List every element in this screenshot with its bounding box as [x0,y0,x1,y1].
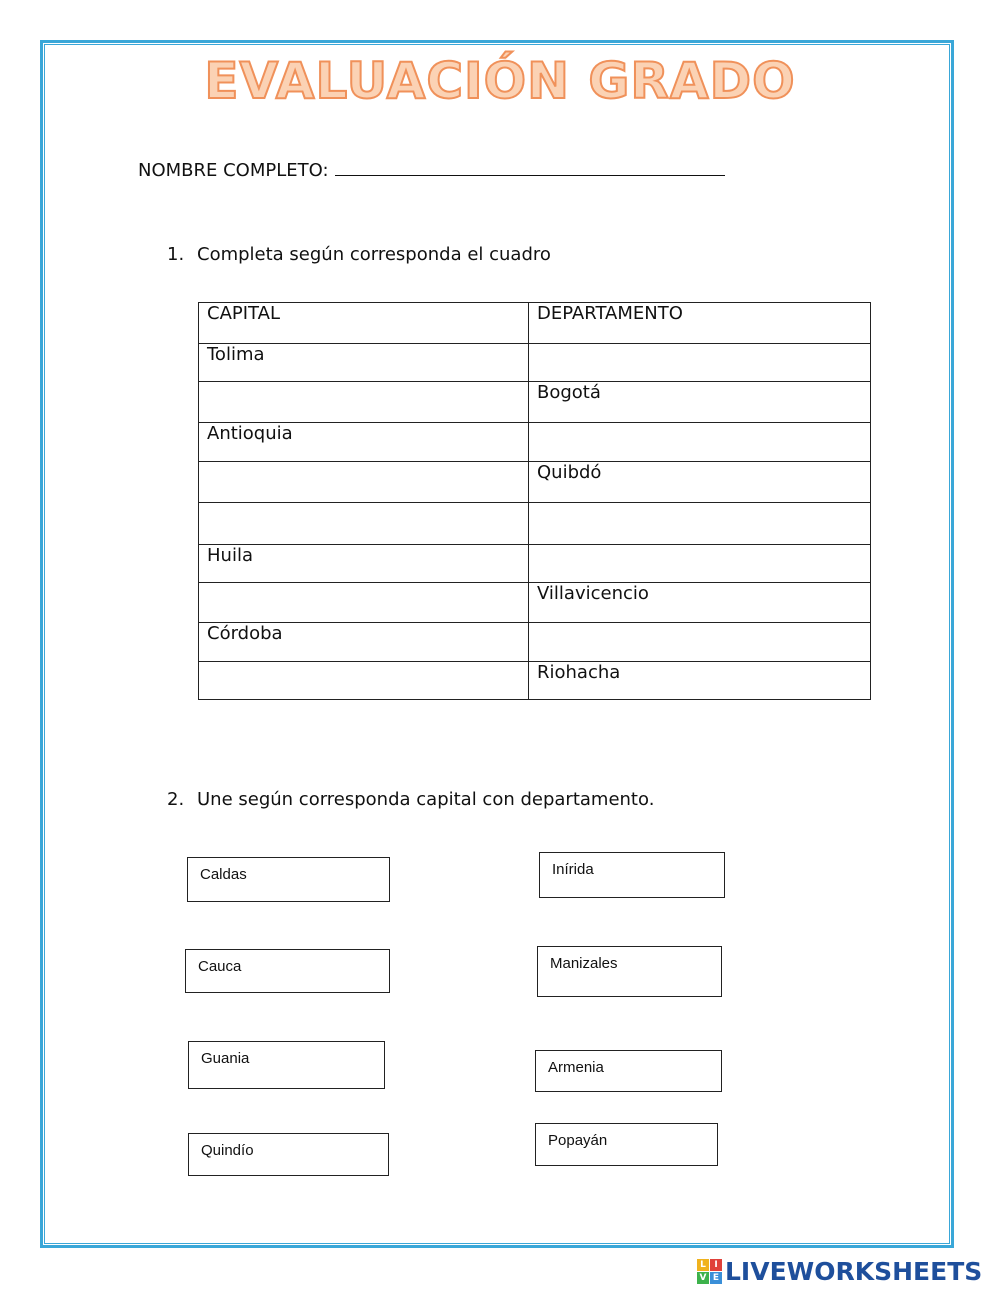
question-1-text: Completa según corresponda el cuadro [197,244,551,265]
question-2-text: Une según corresponda capital con departamento. [197,789,655,810]
worksheet-title: EVALUACIÓN GRADO [204,52,796,110]
table-row [199,623,871,662]
table-cell[interactable] [199,382,529,423]
name-label: NOMBRE COMPLETO: [138,160,329,181]
header-capital: CAPITAL [199,303,529,344]
table-row [199,423,871,462]
logo-text: LIVEWORKSHEETS [725,1256,983,1286]
table-cell[interactable] [199,662,529,700]
logo-mark-icon: L I V E [697,1259,722,1284]
name-input-line[interactable] [335,161,725,176]
question-1 [167,244,551,265]
match-box-right[interactable]: Inírida [539,852,725,898]
liveworksheets-logo [697,1257,982,1285]
table-cell[interactable]: Tolima [199,344,529,382]
table-row [199,545,871,583]
table-cell[interactable]: Bogotá [529,382,871,423]
table-cell[interactable] [529,623,871,662]
match-box-left[interactable]: Caldas [187,857,390,902]
table-cell[interactable]: Huila [199,545,529,583]
table-row [199,344,871,382]
table-cell[interactable] [529,545,871,583]
table-cell[interactable]: Quibdó [529,462,871,503]
question-2-number: 2. [167,789,185,810]
table-row [199,583,871,623]
question-2 [167,789,654,810]
table-cell[interactable] [529,503,871,545]
match-box-left[interactable]: Quindío [188,1133,389,1176]
table-row [199,382,871,423]
match-box-right[interactable]: Armenia [535,1050,722,1092]
table-cell[interactable]: Córdoba [199,623,529,662]
table-cell[interactable] [529,344,871,382]
match-box-right[interactable]: Manizales [537,946,722,997]
table-cell[interactable] [199,503,529,545]
name-field-row [138,160,725,181]
table-cell[interactable]: Villavicencio [529,583,871,623]
match-box-left[interactable]: Guania [188,1041,385,1089]
header-departamento: DEPARTAMENTO [529,303,871,344]
table-header-row [199,303,871,344]
capital-department-table [198,302,871,700]
question-1-number: 1. [167,244,185,265]
table-cell[interactable] [199,583,529,623]
match-box-left[interactable]: Cauca [185,949,390,993]
match-box-right[interactable]: Popayán [535,1123,718,1166]
table-cell[interactable]: Antioquia [199,423,529,462]
table-row [199,462,871,503]
table-cell[interactable]: Riohacha [529,662,871,700]
table-cell[interactable] [529,423,871,462]
table-row [199,662,871,700]
table-row [199,503,871,545]
table-cell[interactable] [199,462,529,503]
